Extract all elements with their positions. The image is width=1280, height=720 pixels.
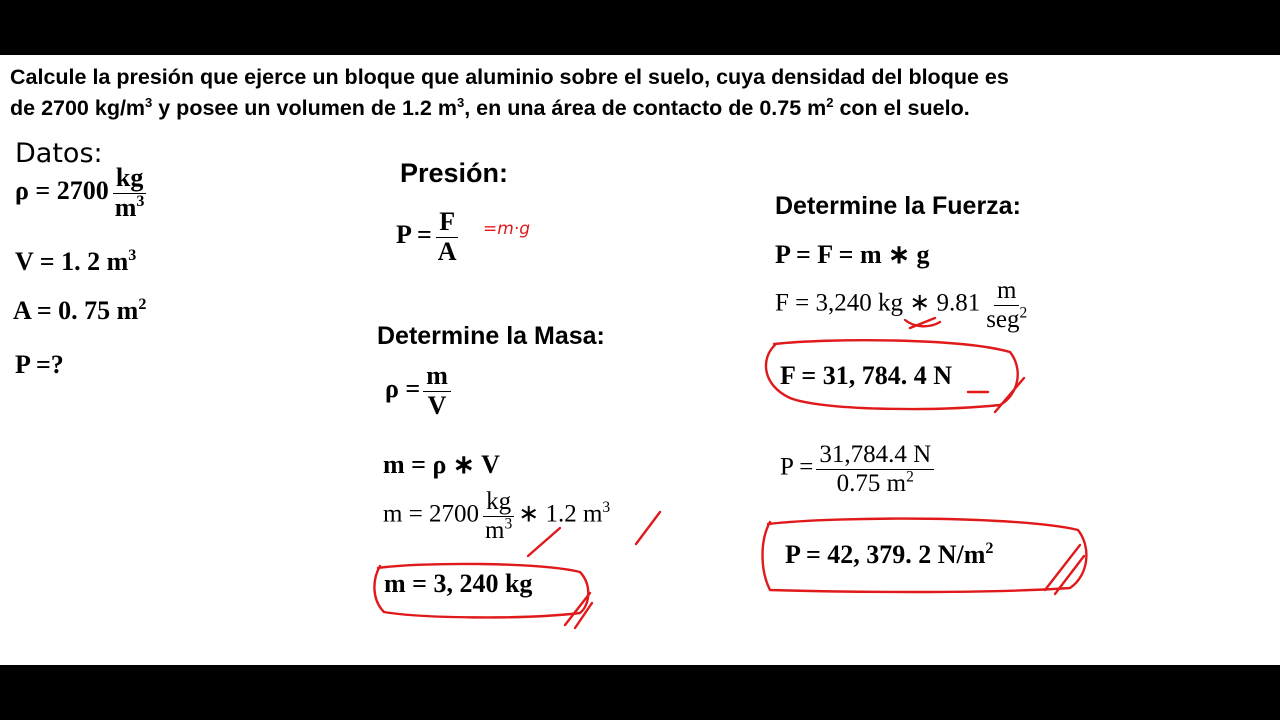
presion-final-result xyxy=(785,540,993,570)
calc-lhs: F = 3,240 kg ∗ 9.81 xyxy=(775,289,981,317)
masa-equation: m = ρ ∗ V xyxy=(383,450,500,479)
exponent: 3 xyxy=(145,95,153,110)
fraction-numerator: F xyxy=(436,208,458,238)
masa-result: m = 3, 240 kg xyxy=(384,569,533,598)
fraction-numerator: kg xyxy=(113,164,146,194)
presion-formula xyxy=(396,208,463,266)
fraction-numerator: m xyxy=(994,277,1019,306)
unit-fraction xyxy=(983,277,1030,333)
fraction-denominator: V xyxy=(427,390,447,420)
formula-lhs: ρ = xyxy=(385,374,421,404)
exponent: 3 xyxy=(136,192,145,210)
problem-text: y posee un volumen de 1.2 m xyxy=(152,96,457,120)
datos-volume xyxy=(15,247,136,277)
unit-text: m xyxy=(114,192,137,222)
pressure-fraction xyxy=(816,441,934,497)
fraction-denominator xyxy=(983,303,1030,334)
document-page xyxy=(0,55,1280,665)
datos-density xyxy=(15,164,150,222)
density-lhs: ρ = 2700 xyxy=(15,176,109,206)
masa-calculation xyxy=(383,488,610,544)
datos-pressure-unknown: P =? xyxy=(15,350,64,379)
calc-lhs: m = 2700 xyxy=(383,500,480,528)
fraction-denominator xyxy=(834,467,917,498)
problem-text: , en una área de contacto de 0.75 m xyxy=(464,96,827,120)
fraction-denominator xyxy=(112,194,148,223)
volume-text: V = 1. 2 m xyxy=(15,247,129,276)
pressure-fraction xyxy=(435,208,460,266)
density-fraction xyxy=(112,164,148,222)
fraction-numerator: m xyxy=(423,362,451,392)
exponent: 2 xyxy=(906,467,914,485)
problem-text: de 2700 kg/m xyxy=(10,96,146,120)
problem-statement xyxy=(10,62,1270,124)
fraction-numerator: 31,784.4 N xyxy=(816,441,934,470)
problem-text: con el suelo. xyxy=(833,96,970,120)
presion-final-calculation xyxy=(780,441,937,497)
fuerza-result: F = 31, 784. 4 N xyxy=(780,361,953,390)
datos-title: Datos: xyxy=(15,138,103,169)
fraction-numerator: kg xyxy=(483,488,514,517)
unit-text: 0.75 m xyxy=(836,469,907,497)
exponent: 2 xyxy=(138,296,147,314)
masa-title: Determine la Masa: xyxy=(377,322,605,350)
exponent: 3 xyxy=(602,499,611,517)
unit-text: m xyxy=(485,516,505,544)
exponent: 3 xyxy=(456,95,465,110)
exponent: 3 xyxy=(504,514,513,532)
density-fraction xyxy=(423,362,451,420)
area-text: A = 0. 75 m xyxy=(13,296,139,325)
fraction-denominator xyxy=(482,514,515,545)
problem-line-2 xyxy=(10,93,1270,124)
formula-lhs: P = xyxy=(396,220,432,250)
result-text: P = 42, 379. 2 N/m xyxy=(785,540,986,569)
exponent: 2 xyxy=(985,540,994,558)
presion-title: Presión: xyxy=(400,158,509,188)
unit-fraction xyxy=(482,488,515,544)
fuerza-calculation xyxy=(775,277,1033,333)
masa-density-formula xyxy=(385,362,454,420)
problem-line-1: Calcule la presión que ejerce un bloque que aluminio sobre el suelo, cuya densidad del bloque es xyxy=(10,65,1009,89)
calc-lhs: P = xyxy=(780,453,814,481)
exponent: 3 xyxy=(128,247,137,265)
fuerza-equation: P = F = m ∗ g xyxy=(775,240,930,269)
exponent: 2 xyxy=(826,95,834,110)
datos-area xyxy=(13,296,146,326)
fraction-denominator: A xyxy=(437,236,457,266)
unit-text: seg xyxy=(986,305,1020,333)
calc-rhs: ∗ 1.2 m xyxy=(518,500,603,528)
handwritten-note: =m·g xyxy=(483,219,530,239)
exponent: 2 xyxy=(1019,303,1028,321)
fuerza-title: Determine la Fuerza: xyxy=(775,192,1021,220)
